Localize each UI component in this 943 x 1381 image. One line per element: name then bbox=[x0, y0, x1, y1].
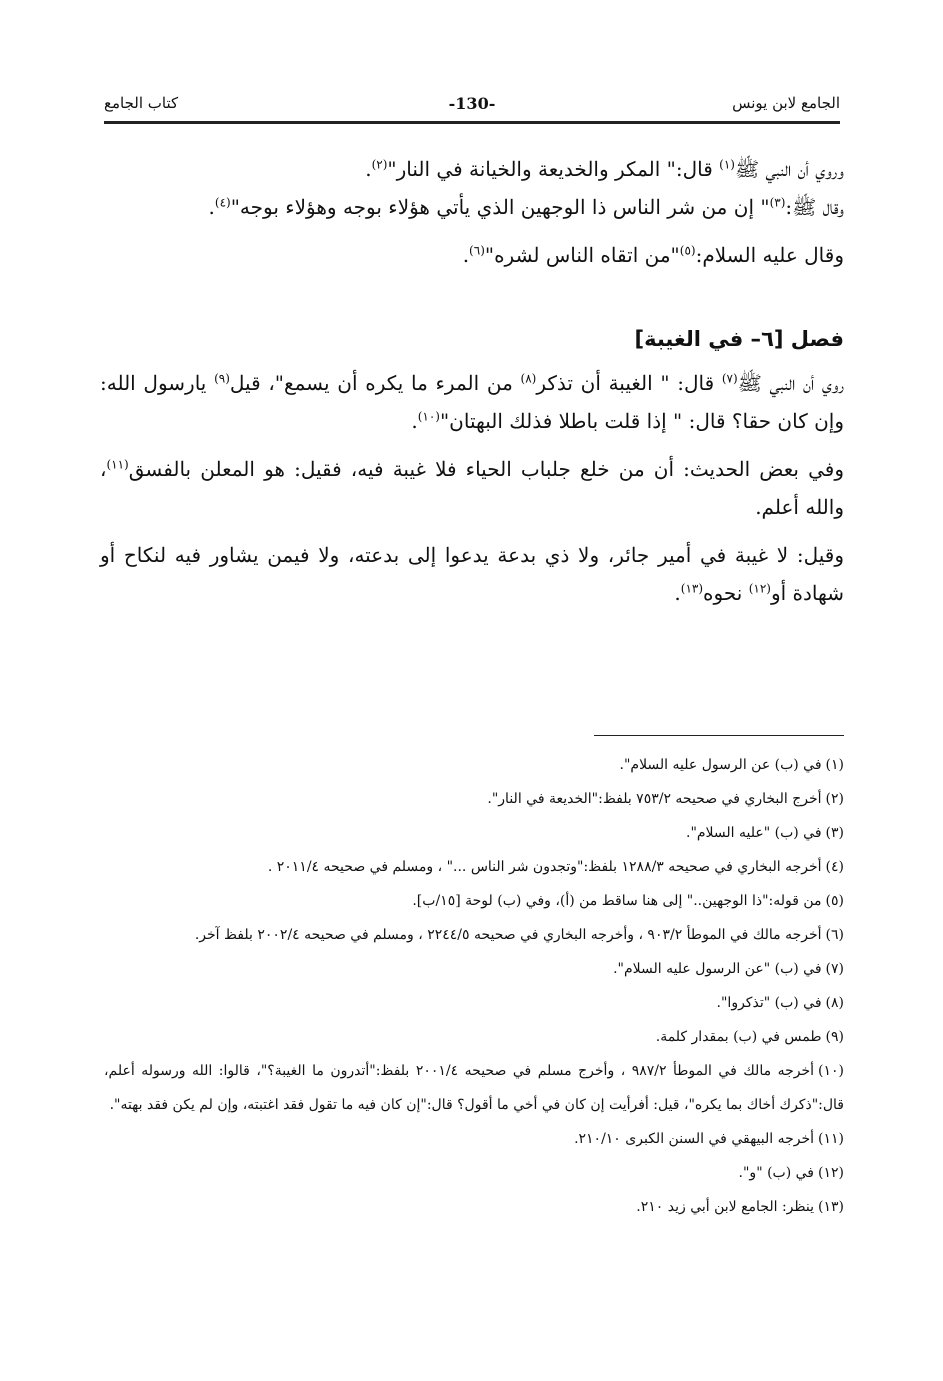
footnote bbox=[104, 1020, 844, 1054]
section-heading: فصل [٦– في الغيبة] bbox=[634, 327, 844, 351]
footnote-ref[interactable]: (١٠) bbox=[417, 409, 440, 424]
footnote-ref[interactable]: (١١) bbox=[106, 457, 129, 472]
footnote bbox=[104, 1190, 844, 1224]
header-chapter-title: كتاب الجامع bbox=[104, 94, 179, 112]
footnote-text: من قوله:"ذا الوجهين.." إلى هنا ساقط من (أ)، وفي (ب) لوحة [١٥/ب]. bbox=[412, 893, 822, 909]
footnote bbox=[104, 884, 844, 918]
text-segment: " إن من شر الناس ذا الوجهين الذي يأتي هؤلاء بوجه وهؤلاء بوجه" bbox=[230, 195, 770, 219]
text-segment: من المرء ما يكره أن يسمع"، قيل bbox=[229, 371, 521, 395]
paragraph-1 bbox=[100, 150, 844, 188]
footnote-number: (٥) bbox=[825, 893, 844, 909]
footnote-number: (١١) bbox=[818, 1131, 844, 1147]
section-paragraph-2 bbox=[100, 450, 844, 526]
section-paragraph-1 bbox=[100, 364, 844, 440]
header-book-title: الجامع لابن يونس bbox=[732, 94, 840, 112]
text-segment: وقال عليه السلام: bbox=[695, 243, 844, 267]
text-segment: وقيل: لا غيبة في أمير جائر، ولا ذي بدعة يدعوا إلى بدعته، ولا فيمن يشاور فيه لنكاح أو شهادة أو bbox=[100, 543, 844, 605]
footnote bbox=[104, 1054, 844, 1122]
text-segment: قال:" المكر والخديعة والخيانة في النار" bbox=[387, 157, 720, 181]
footnote-number: (٢) bbox=[825, 791, 844, 807]
footnote bbox=[104, 986, 844, 1020]
text-segment: ، والله أعلم. bbox=[100, 457, 844, 519]
footnote-text: في (ب) "عليه السلام". bbox=[686, 825, 822, 841]
footnote-number: (١) bbox=[825, 757, 844, 773]
footnote-number: (٨) bbox=[825, 995, 844, 1011]
footnote-number: (١٢) bbox=[818, 1165, 844, 1181]
text-segment: وروي أن النبي ﷺ bbox=[734, 157, 844, 181]
footnote-ref[interactable]: (١٣) bbox=[680, 581, 704, 596]
paragraph-3 bbox=[100, 236, 844, 274]
text-segment: . bbox=[411, 409, 418, 433]
footnote-ref[interactable]: (٥) bbox=[679, 243, 696, 258]
footnote-text: أخرجه مالك في الموطأ ٩٨٧/٢ ، وأخرج مسلم في صحيحه ٢٠٠١/٤ بلفظ:"أتدرون ما الغيبة؟"، قالوا: الله ورسوله أعلم، قال:"ذكرك أخاك بما يكره"، قيل: أفرأيت إن كان في أخي ما أقول؟ قال:"إن كان فيه ما تقول فقد اغتبته، وإن لم يكن فقد بهته". bbox=[104, 1063, 844, 1113]
footnote-ref[interactable]: (٤) bbox=[214, 195, 231, 210]
text-segment: وقال ﷺ: bbox=[785, 195, 844, 219]
footnote-divider bbox=[594, 735, 844, 736]
footnote-number: (٣) bbox=[825, 825, 844, 841]
footnote-ref[interactable]: (٩) bbox=[214, 371, 230, 386]
header-divider bbox=[104, 121, 840, 124]
footnote-text: في (ب) "و". bbox=[738, 1165, 815, 1181]
footnote-text: طمس في (ب) بمقدار كلمة. bbox=[655, 1029, 822, 1045]
footnote-ref[interactable]: (٨) bbox=[520, 371, 537, 386]
footnote-text: ينظر: الجامع لابن أبي زيد ٢١٠. bbox=[636, 1199, 815, 1215]
footnote-ref[interactable]: (١٢) bbox=[748, 581, 771, 596]
footnote-text: في (ب) "عن الرسول عليه السلام". bbox=[613, 961, 822, 977]
footnote-text: أخرجه البخاري في صحيحه ١٢٨٨/٣ بلفظ:"وتجدون شر الناس ..." ، ومسلم في صحيحه ٢٠١١/٤ . bbox=[267, 859, 822, 875]
page-header bbox=[104, 92, 840, 120]
text-segment: . bbox=[208, 195, 215, 219]
footnote bbox=[104, 782, 844, 816]
footnote-ref[interactable]: (١) bbox=[719, 157, 735, 172]
page-number: -130- bbox=[448, 94, 496, 113]
footnote-ref[interactable]: (٢) bbox=[371, 157, 388, 172]
footnote-text: في (ب) "تذكروا". bbox=[716, 995, 822, 1011]
footnote-text: أخرجه البيهقي في السنن الكبرى ٢١٠/١٠. bbox=[574, 1131, 815, 1147]
text-segment: نحوه bbox=[703, 581, 749, 605]
footnote bbox=[104, 1156, 844, 1190]
footnote-text: أخرج البخاري في صحيحه ٧٥٣/٢ بلفظ:"الخديعة في النار". bbox=[487, 791, 822, 807]
footnote-ref[interactable]: (٧) bbox=[721, 371, 738, 386]
paragraph-2 bbox=[100, 188, 844, 226]
text-segment: روي أن النبي ﷺ bbox=[737, 371, 845, 395]
footnote bbox=[104, 850, 844, 884]
text-segment: . bbox=[462, 243, 470, 267]
footnote bbox=[104, 1122, 844, 1156]
footnote-ref[interactable]: (٦) bbox=[469, 243, 485, 258]
footnote-number: (١٠) bbox=[818, 1063, 844, 1079]
text-segment: . bbox=[365, 157, 372, 181]
footnote-number: (١٣) bbox=[818, 1199, 844, 1215]
footnote-number: (٧) bbox=[825, 961, 844, 977]
footnotes bbox=[104, 748, 844, 1224]
footnote bbox=[104, 952, 844, 986]
footnote-ref[interactable]: (٣) bbox=[769, 195, 786, 210]
footnote bbox=[104, 816, 844, 850]
section-paragraph-3 bbox=[100, 536, 844, 612]
main-text bbox=[100, 150, 844, 622]
text-segment: قال: " الغيبة أن تذكر bbox=[536, 371, 722, 395]
text-segment: . bbox=[674, 581, 681, 605]
text-segment: "من اتقاه الناس لشره" bbox=[484, 243, 680, 267]
text-segment: وفي بعض الحديث: أن من خلع جلباب الحياء فلا غيبة فيه، فقيل: هو المعلن بالفسق bbox=[128, 457, 844, 481]
footnote bbox=[104, 748, 844, 782]
footnote-text: في (ب) عن الرسول عليه السلام". bbox=[619, 757, 822, 773]
footnote-number: (٩) bbox=[825, 1029, 844, 1045]
footnote-text: أخرجه مالك في الموطأ ٩٠٣/٢ ، وأخرجه البخاري في صحيحه ٢٢٤٤/٥ ، ومسلم في صحيحه ٢٠٠٢/٤ بلفظ آخر. bbox=[194, 927, 822, 943]
footnote-number: (٤) bbox=[825, 859, 844, 875]
text-segment: يارسول الله: وإن كان حقا؟ قال: " إذا قلت باطلا فذلك البهتان" bbox=[100, 371, 844, 433]
footnote-number: (٦) bbox=[825, 927, 844, 943]
footnote bbox=[104, 918, 844, 952]
